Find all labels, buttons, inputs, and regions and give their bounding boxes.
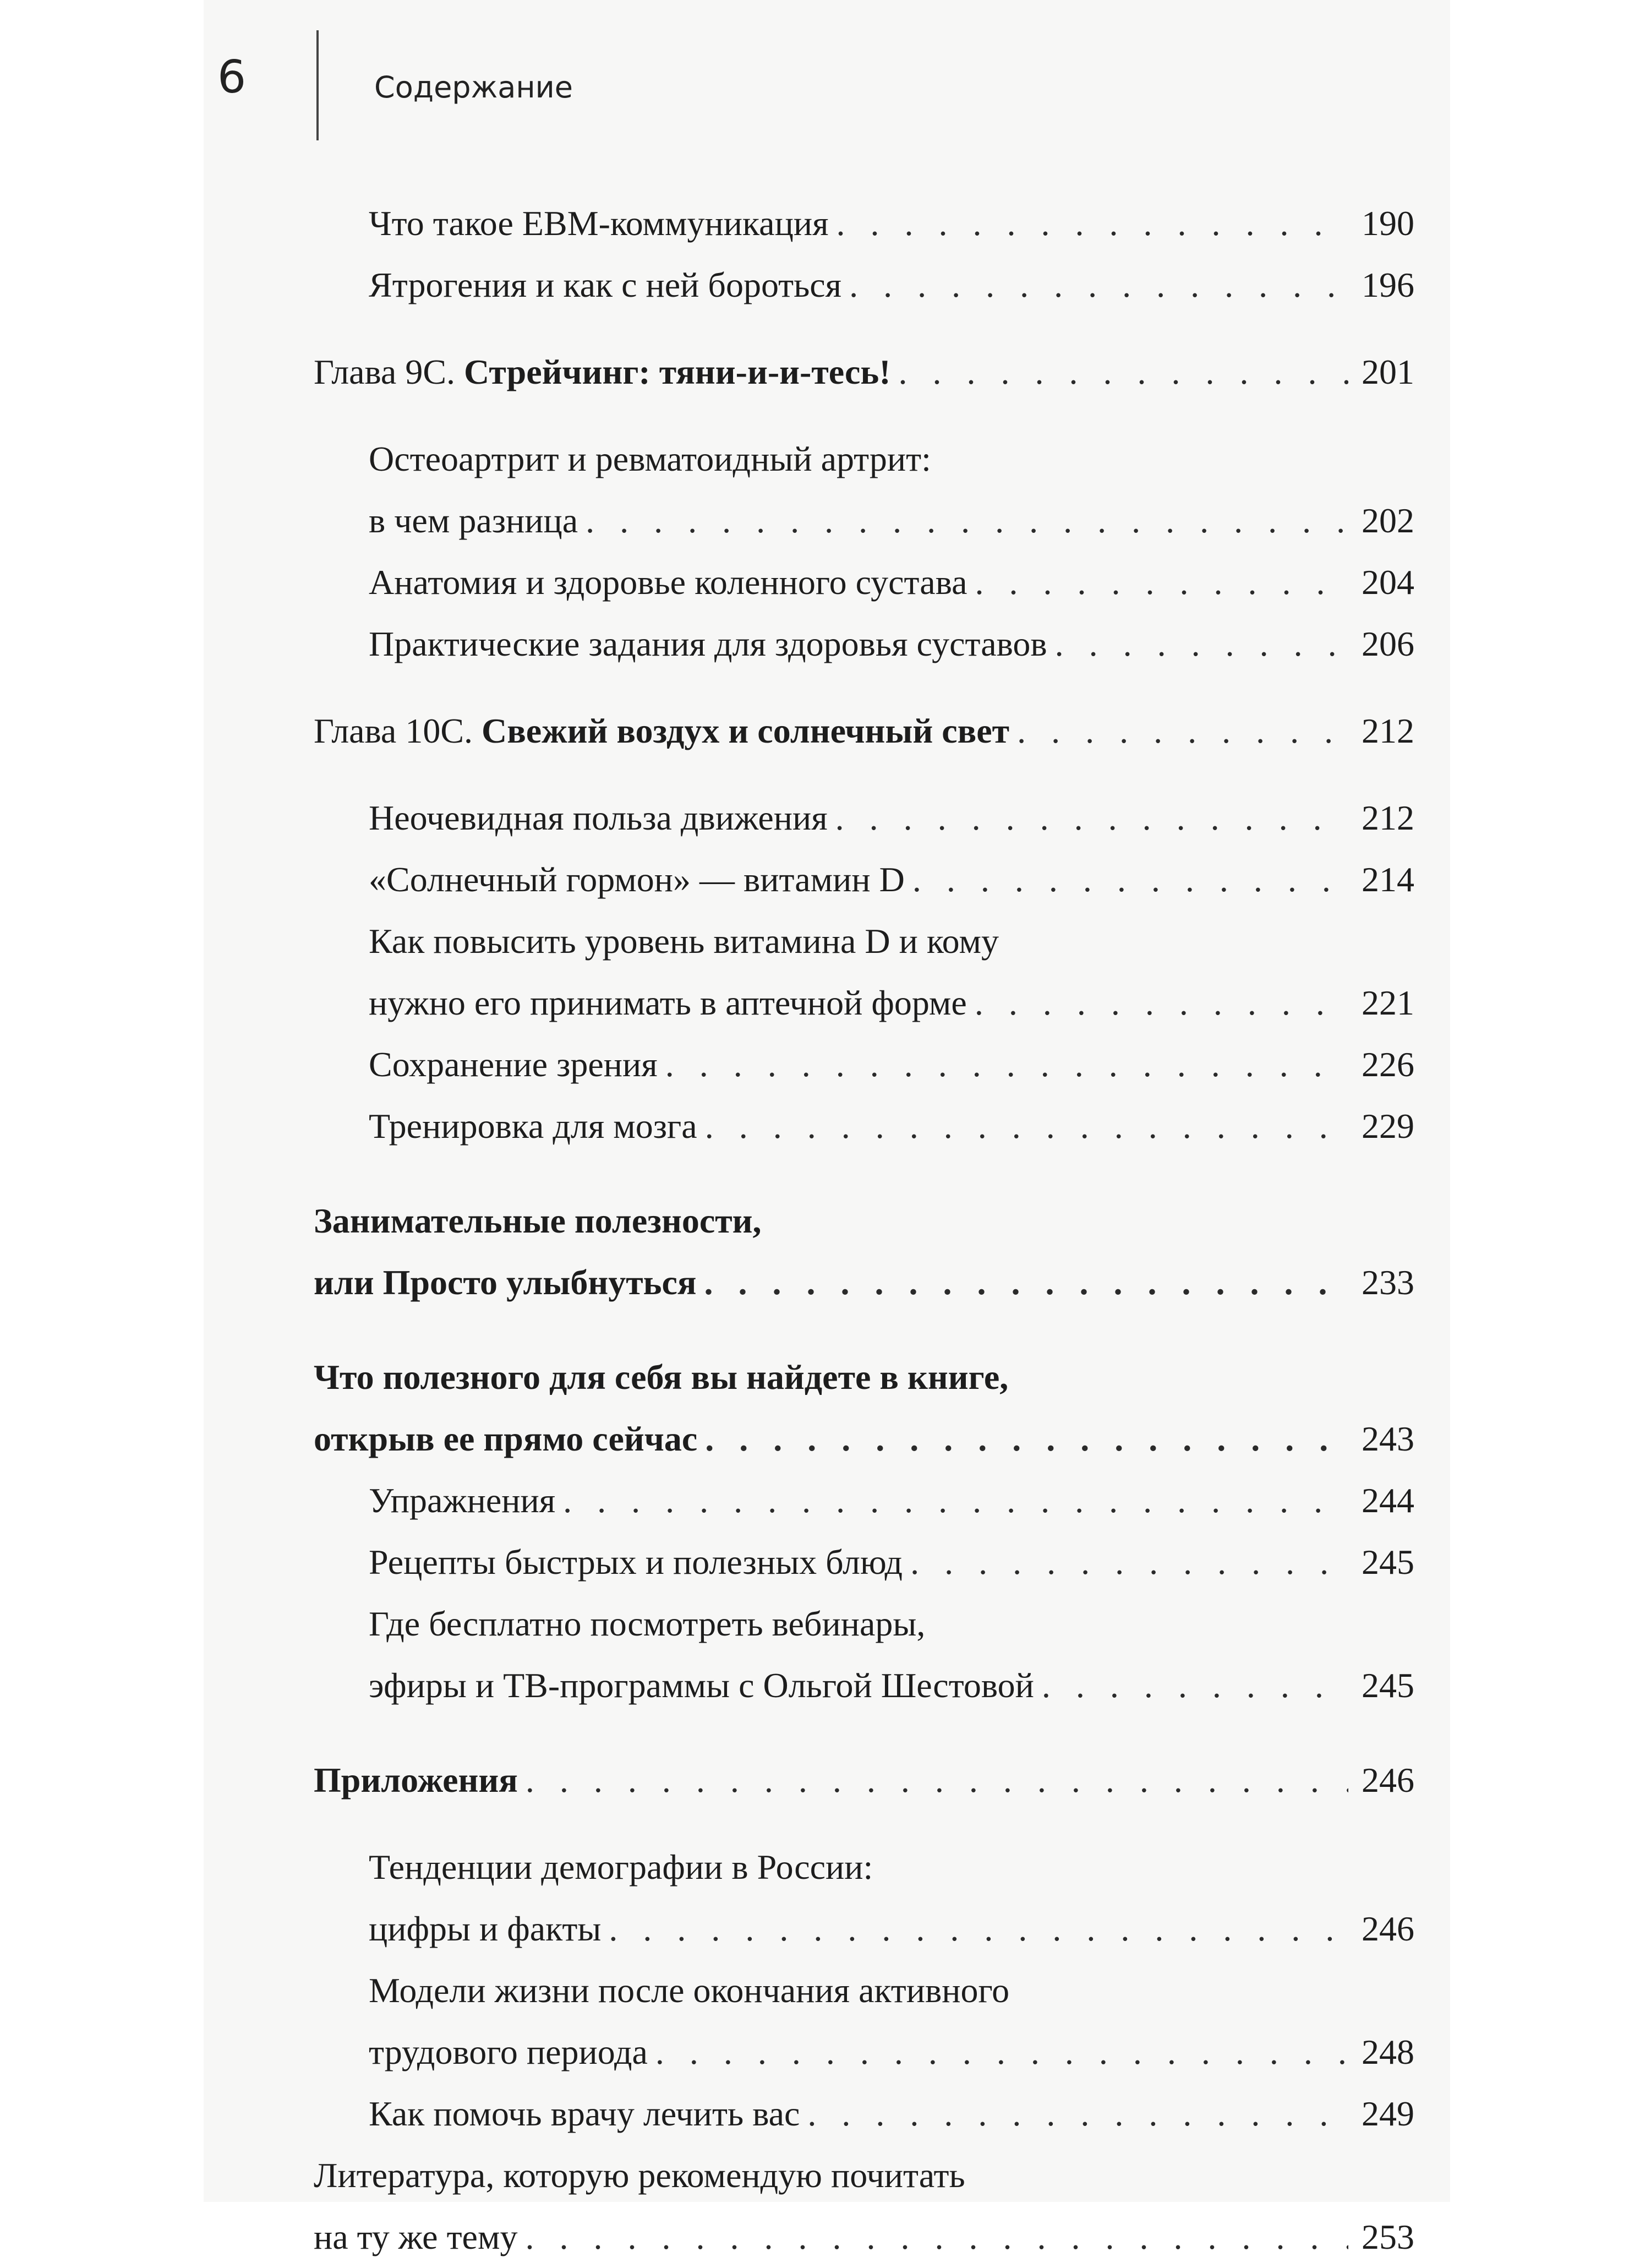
dot-leader (518, 1749, 1348, 1811)
toc-entry (314, 1531, 1414, 1593)
toc-page-number: 246 (1362, 1760, 1414, 1800)
dot-leader (578, 490, 1348, 552)
toc-entry (314, 428, 1414, 552)
toc-chapter-title (314, 341, 891, 403)
toc-page-number: 245 (1362, 1666, 1414, 1705)
toc-entry-title: Тенденции демографии в России: (369, 1847, 873, 1887)
dot-leader (648, 2021, 1348, 2083)
dot-leader (555, 1470, 1348, 1531)
toc-entry-title-cont: эфиры и ТВ-программы с Ольгой Шестовой (369, 1666, 1034, 1705)
toc-entry-title: Где бесплатно посмотреть вебинары, (369, 1604, 926, 1643)
book-page (204, 0, 1450, 2256)
toc-entry-title-cont: трудового периода (369, 2032, 648, 2071)
dot-leader (1047, 613, 1348, 675)
toc-page-number: 190 (1362, 204, 1414, 243)
toc-entry-title: Неочевидная польза движения (369, 798, 828, 837)
toc-entry (314, 1095, 1414, 1157)
toc-entry-title-cont: нужно его принимать в аптечной форме (369, 983, 967, 1022)
toc-entry (314, 193, 1414, 254)
dot-leader (1009, 700, 1348, 762)
toc-page-number: 214 (1362, 860, 1414, 899)
toc-section-title: Приложения (314, 1760, 518, 1800)
toc-chapter (314, 341, 1414, 403)
toc-page-number: 202 (1362, 501, 1414, 540)
dot-leader (967, 552, 1348, 613)
header-divider (316, 30, 319, 140)
dot-leader (697, 1095, 1348, 1157)
toc-entry (314, 613, 1414, 675)
toc-entry (314, 1593, 1414, 1716)
toc-page-number: 212 (1362, 798, 1414, 837)
toc-page-number: 244 (1362, 1481, 1414, 1520)
toc-page-number: 245 (1362, 1542, 1414, 1582)
toc-page-number: 201 (1362, 352, 1414, 391)
toc-entry (314, 2083, 1414, 2145)
toc-chapter-title (314, 700, 1009, 762)
dot-leader (697, 1252, 1349, 1313)
toc-entry-title-cont: в чем разница (369, 501, 578, 540)
toc-page-number: 249 (1362, 2094, 1414, 2133)
toc-page-number: 221 (1362, 983, 1414, 1022)
toc-page-number: 226 (1362, 1045, 1414, 1084)
chapter-name: Свежий воздух и солнечный свет (482, 711, 1010, 750)
toc-entry (314, 787, 1414, 849)
toc-entry-title: Модели жизни после окончания активного (369, 1971, 1010, 2010)
page-number: 6 (217, 51, 247, 103)
dot-leader (967, 972, 1348, 1034)
toc-page-number: 229 (1362, 1106, 1414, 1146)
toc-section-title-cont: открыв ее прямо сейчас (314, 1419, 698, 1458)
dot-leader (829, 193, 1349, 254)
toc-section-title: Что полезного для себя вы найдете в книге, (314, 1357, 1009, 1397)
dot-leader (517, 2206, 1348, 2268)
toc-entry-title-cont: на ту же тему (314, 2217, 518, 2256)
toc-entry (314, 1034, 1414, 1095)
dot-leader (697, 1408, 1348, 1470)
toc-entry-title-cont: цифры и факты (369, 1909, 602, 1948)
toc-entry (314, 1470, 1414, 1531)
toc-page-number: 204 (1362, 563, 1414, 602)
chapter-label: Глава 10С. (314, 711, 473, 750)
toc-chapter (314, 700, 1414, 762)
toc-entry-title: Тренировка для мозга (369, 1106, 697, 1146)
toc-entry (314, 552, 1414, 613)
toc-entry-title: Анатомия и здоровье коленного сустава (369, 563, 967, 602)
dot-leader (891, 341, 1348, 403)
toc-entry-title: Сохранение зрения (369, 1045, 658, 1084)
toc-page-number: 233 (1362, 1263, 1414, 1302)
toc-page-number: 196 (1362, 265, 1414, 304)
table-of-contents (314, 193, 1414, 2268)
toc-entry-title: Практические задания для здоровья суставов (369, 624, 1047, 663)
toc-entry-title: Литература, которую рекомендую почитать (314, 2156, 965, 2195)
toc-entry (314, 1836, 1414, 1960)
toc-page-number: 206 (1362, 624, 1414, 663)
toc-entry (314, 1960, 1414, 2083)
toc-entry-title: Остеоартрит и ревматоидный артрит: (369, 439, 931, 478)
toc-entry-title: Что такое EBM-коммуникация (369, 204, 829, 243)
dot-leader (800, 2083, 1348, 2145)
toc-entry-title: Рецепты быстрых и полезных блюд (369, 1542, 903, 1582)
toc-entry (314, 2145, 1414, 2268)
toc-page-number: 246 (1362, 1909, 1414, 1948)
toc-entry-title: «Солнечный гормон» — витамин D (369, 860, 905, 899)
chapter-label: Глава 9С. (314, 352, 455, 391)
dot-leader (905, 849, 1348, 911)
dot-leader (903, 1531, 1348, 1593)
toc-entry (314, 911, 1414, 1034)
toc-entry (314, 254, 1414, 316)
running-head: Содержание (374, 70, 573, 105)
toc-section-title: Занимательные полезности, (314, 1201, 762, 1240)
toc-entry (314, 849, 1414, 911)
toc-entry-title: Как помочь врачу лечить вас (369, 2094, 800, 2133)
toc-entry-title: Как повысить уровень витамина D и кому (369, 922, 999, 961)
chapter-name: Стрейчинг: тяни-и-и-тесь! (464, 352, 891, 391)
toc-page-number: 243 (1362, 1419, 1414, 1458)
toc-page-number: 248 (1362, 2032, 1414, 2071)
dot-leader (841, 254, 1348, 316)
toc-page-number: 212 (1362, 711, 1414, 750)
toc-section (314, 1190, 1414, 1313)
toc-entry-title: Упражнения (369, 1481, 556, 1520)
dot-leader (601, 1898, 1348, 1960)
page-header (204, 0, 1450, 143)
dot-leader (828, 787, 1348, 849)
toc-section (314, 1346, 1414, 1470)
dot-leader (658, 1034, 1348, 1095)
dot-leader (1034, 1655, 1348, 1716)
toc-section-title-cont: или Просто улыбнуться (314, 1263, 697, 1302)
toc-entry-title: Ятрогения и как с ней бороться (369, 265, 842, 304)
toc-section (314, 1749, 1414, 1811)
toc-page-number: 253 (1362, 2217, 1414, 2256)
